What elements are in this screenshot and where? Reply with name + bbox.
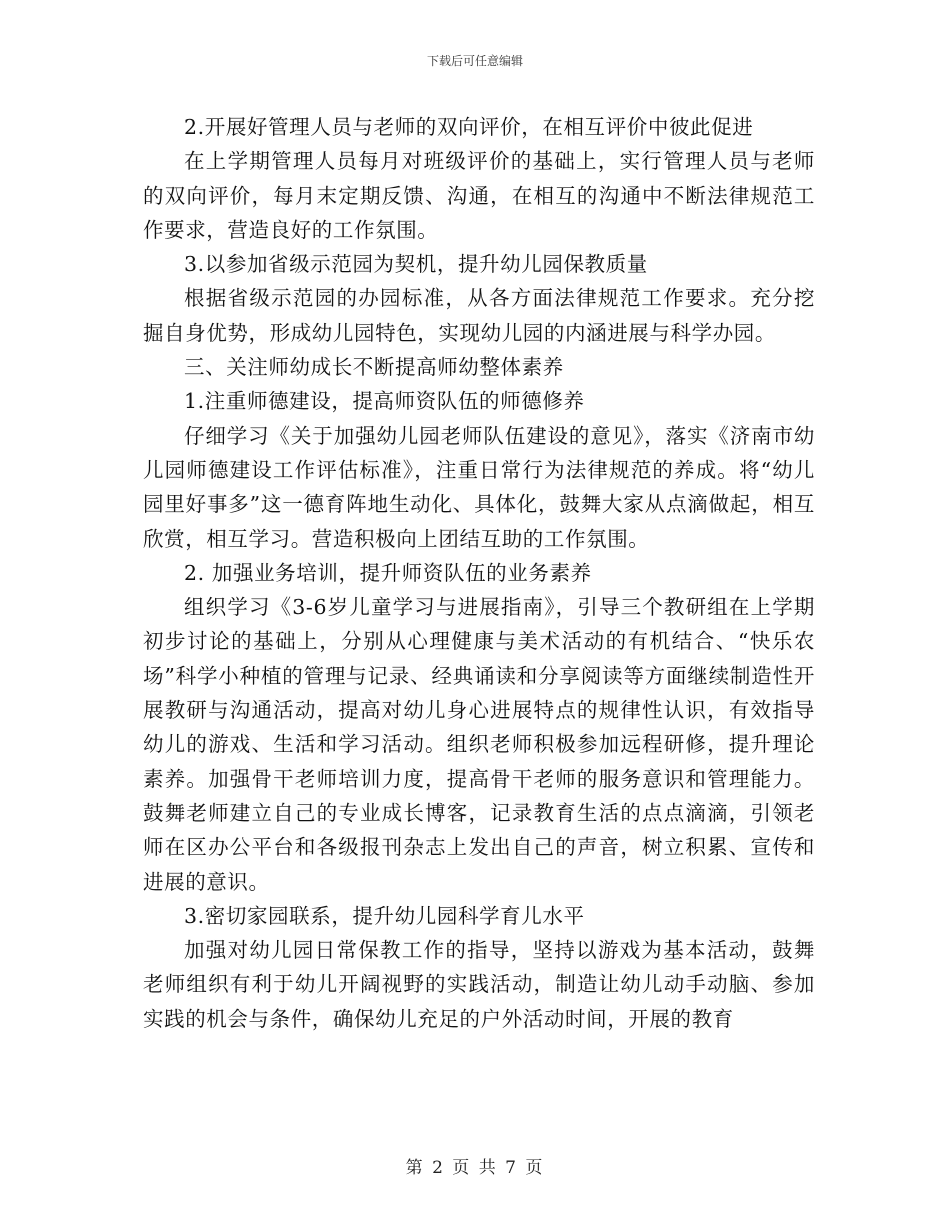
section-heading: 3.以参加省级示范园为契机，提升幼儿园保教质量 (184, 252, 648, 277)
section-heading: 2. 加强业务培训，提升师资队伍的业务素养 (184, 560, 592, 585)
page-header: 下载后可任意编辑 (426, 54, 523, 68)
body-paragraph: 组织学习《3-6岁儿童学习与进展指南》，引导三个教研组在上学期初步讨论的基础上，分别从心理健康与美术活动的有机结合、“快乐农场”科学小种植的管理与记录、经典诵读和分享阅读等方面继续制造性开展教研与沟通活动，提高对幼儿身心进展特点的规律性认识，有效指导幼儿的游戏、生活和学习活动。组织老师积极参加远程研修，提升理论素养。加强骨干老师培训力度，提高骨干老师的服务意识和管理能力。鼓舞老师建立自己的专业成长博客，记录教育生活的点点滴滴，引领老师在区办公平台和各级报刊杂志上发出自己的声音，树立积累、宣传和进展的意识。 (143, 595, 815, 894)
document-body (143, 110, 815, 1036)
section-heading: 2.开展好管理人员与老师的双向评价，在相互评价中彼此促进 (184, 115, 754, 139)
body-paragraph: 仔细学习《关于加强幼儿园老师队伍建设的意见》，落实《济南市幼儿园师德建设工作评估标准》，注重日常行为法律规范的养成。将“幼儿园里好事多”这一德育阵地生动化、具体化，鼓舞大家从点滴做起，相互欣赏，相互学习。营造积极向上团结互助的工作氛围。 (143, 423, 815, 551)
section-heading: 1.注重师德建设，提高师资队伍的师德修养 (184, 389, 585, 414)
chapter-heading: 三、关注师幼成长不断提高师幼整体素养 (184, 355, 564, 380)
page-number: 第 2 页 共 7 页 (405, 1158, 545, 1178)
body-paragraph: 根据省级示范园的办园标准，从各方面法律规范工作要求。充分挖掘自身优势，形成幼儿园特色，实现幼儿园的内涵进展与科学办园。 (143, 286, 815, 345)
section-heading: 3.密切家园联系，提升幼儿园科学育儿水平 (184, 903, 585, 928)
body-paragraph: 加强对幼儿园日常保教工作的指导，坚持以游戏为基本活动，鼓舞老师组织有利于幼儿开阔视野的实践活动，制造让幼儿动手动脑、参加实践的机会与条件，确保幼儿充足的户外活动时间，开展的教育 (143, 938, 815, 1031)
body-paragraph: 在上学期管理人员每月对班级评价的基础上，实行管理人员与老师的双向评价，每月末定期反馈、沟通，在相互的沟通中不断法律规范工作要求，营造良好的工作氛围。 (143, 149, 815, 242)
